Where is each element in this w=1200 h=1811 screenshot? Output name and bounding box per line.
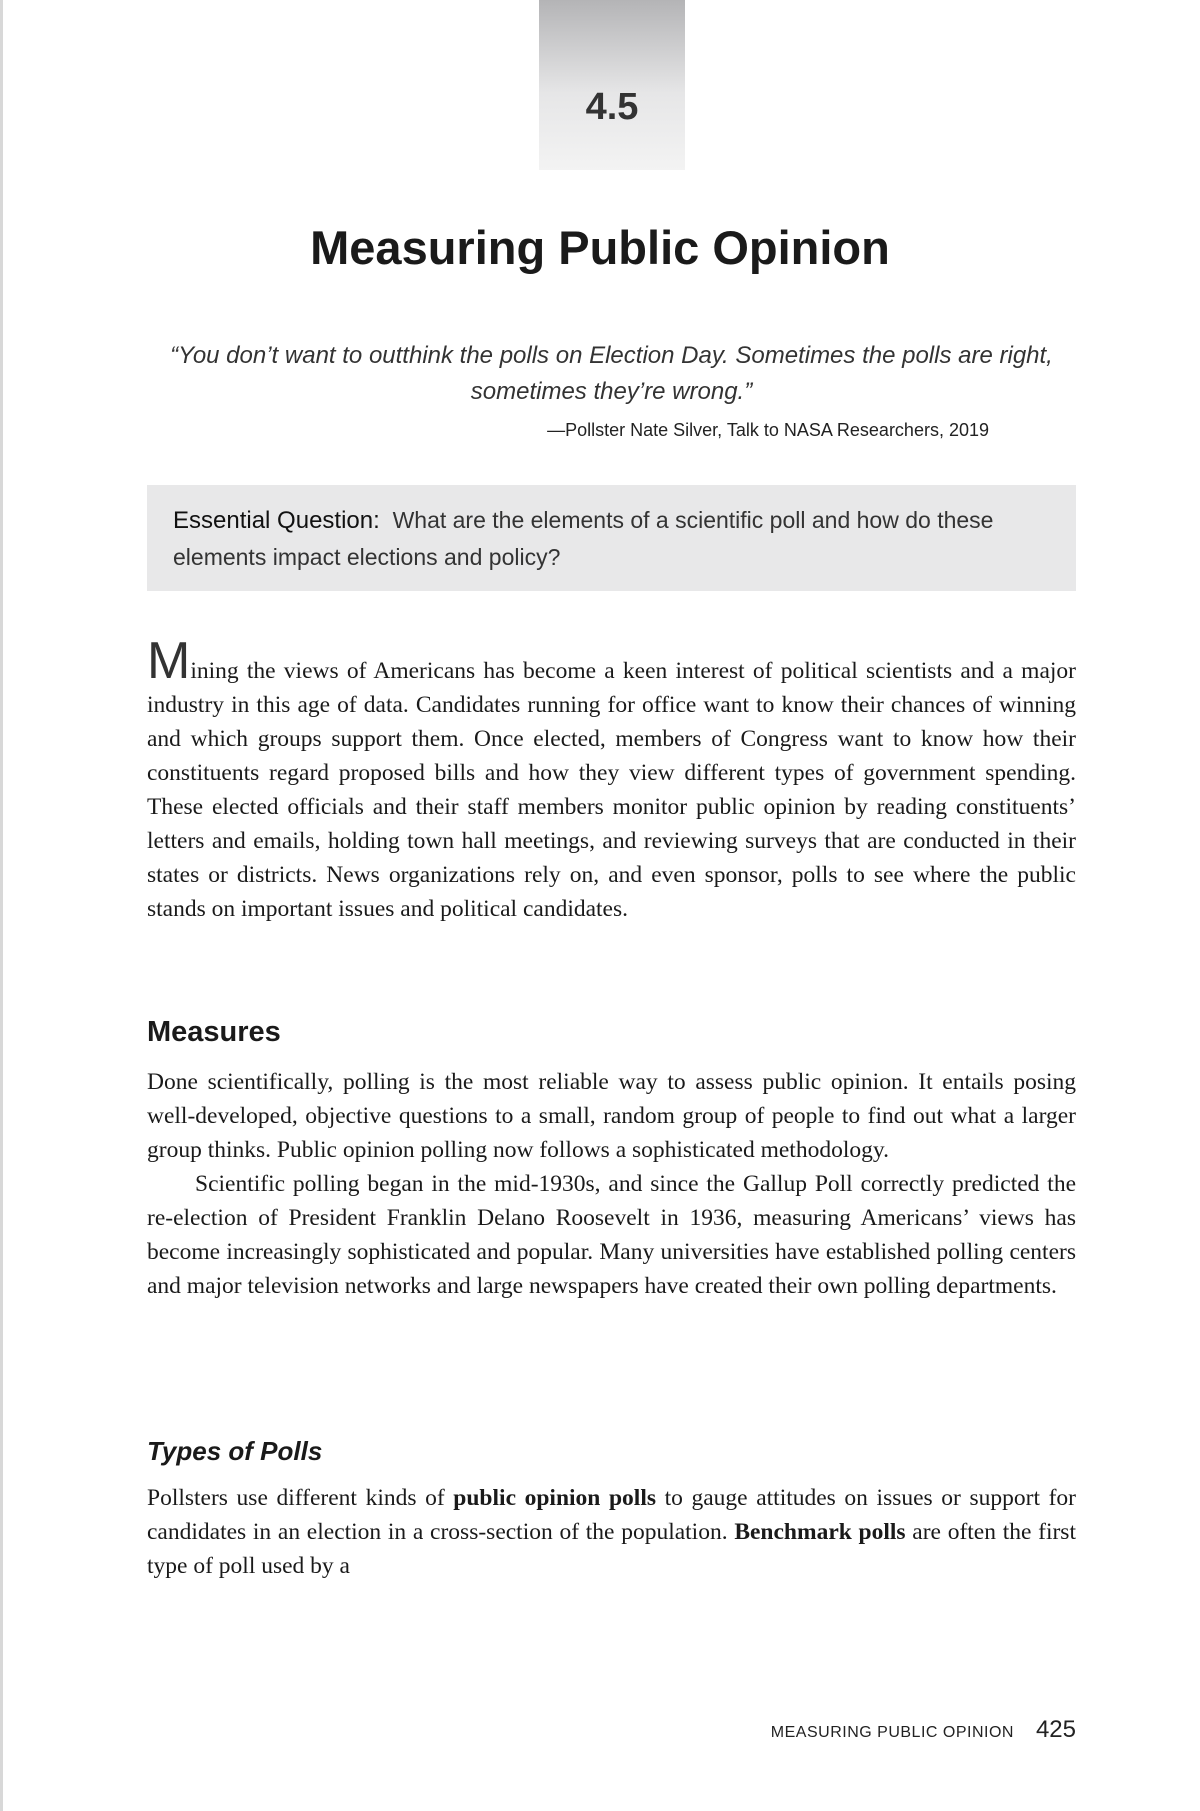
measures-paragraph-1: Done scientifically, polling is the most reliable way to assess public opinion. It entails posing well-developed, objective questions to a small, random group of people to find out what a larger group thinks. Public opinion polling now follows a sophisticated methodology.: [147, 1069, 1076, 1163]
page-title: Measuring Public Opinion: [310, 221, 890, 274]
types-paragraph: [147, 1481, 1076, 1583]
intro-text: ining the views of Americans has become a keen interest of political scientists and a major industry in this age of data. Candidates running for office want to know their chances of winning and which groups support them. Once elected, members of Congress want to know how their constituents regard proposed bills and how they view different types of government spending. These elected officials and their staff members monitor public opinion by reading constituents’ letters and emails, holding town hall meetings, and reviewing surveys that are conducted in their states or districts. News organizations rely on, and even sponsor, polls to see where the public stands on important issues and political candidates.: [147, 658, 1076, 922]
essential-question-box: [147, 485, 1076, 591]
essential-question-text: What are the elements of a scientific poll and how do these elements impact elections and policy?: [173, 507, 994, 570]
term-public-opinion-polls: public opinion polls: [453, 1485, 656, 1511]
page-number: 425: [1035, 1716, 1076, 1743]
page-footer: [771, 1716, 1076, 1744]
section-number: 4.5: [585, 86, 639, 128]
epigraph-quote: “You don’t want to outthink the polls on Election Day. Sometimes the polls are right, sometimes they’re wrong.”: [170, 342, 1053, 405]
intro-paragraph: [147, 632, 1076, 926]
epigraph-attribution: —Pollster Nate Silver, Talk to NASA Researchers, 2019: [547, 420, 989, 440]
heading-measures: Measures: [147, 1016, 281, 1048]
types-text: Pollsters use different kinds of: [147, 1485, 454, 1511]
drop-cap: M: [147, 632, 191, 690]
measures-paragraph-2: Scientific polling began in the mid-1930s, and since the Gallup Poll correctly predicted the re-election of President Franklin Delano Roosevelt in 1936, measuring Americans’ views has become increasingly sophisticated and popular. Many universities have established polling centers and major television networks and large newspapers have created their own polling departments.: [147, 1171, 1076, 1299]
heading-types-of-polls: Types of Polls: [147, 1436, 323, 1466]
running-head: MEASURING PUBLIC OPINION: [770, 1724, 1014, 1741]
measures-section: [147, 1065, 1076, 1303]
types-text: are often the first type of poll used by a: [147, 1519, 1076, 1579]
essential-question-label: Essential Question:: [173, 507, 380, 534]
section-tab: [539, 0, 685, 170]
types-text: to gauge attitudes on issues or support for candidates in an election in a cross-section of the population.: [147, 1485, 1076, 1545]
term-benchmark-polls: Benchmark polls: [734, 1519, 906, 1545]
